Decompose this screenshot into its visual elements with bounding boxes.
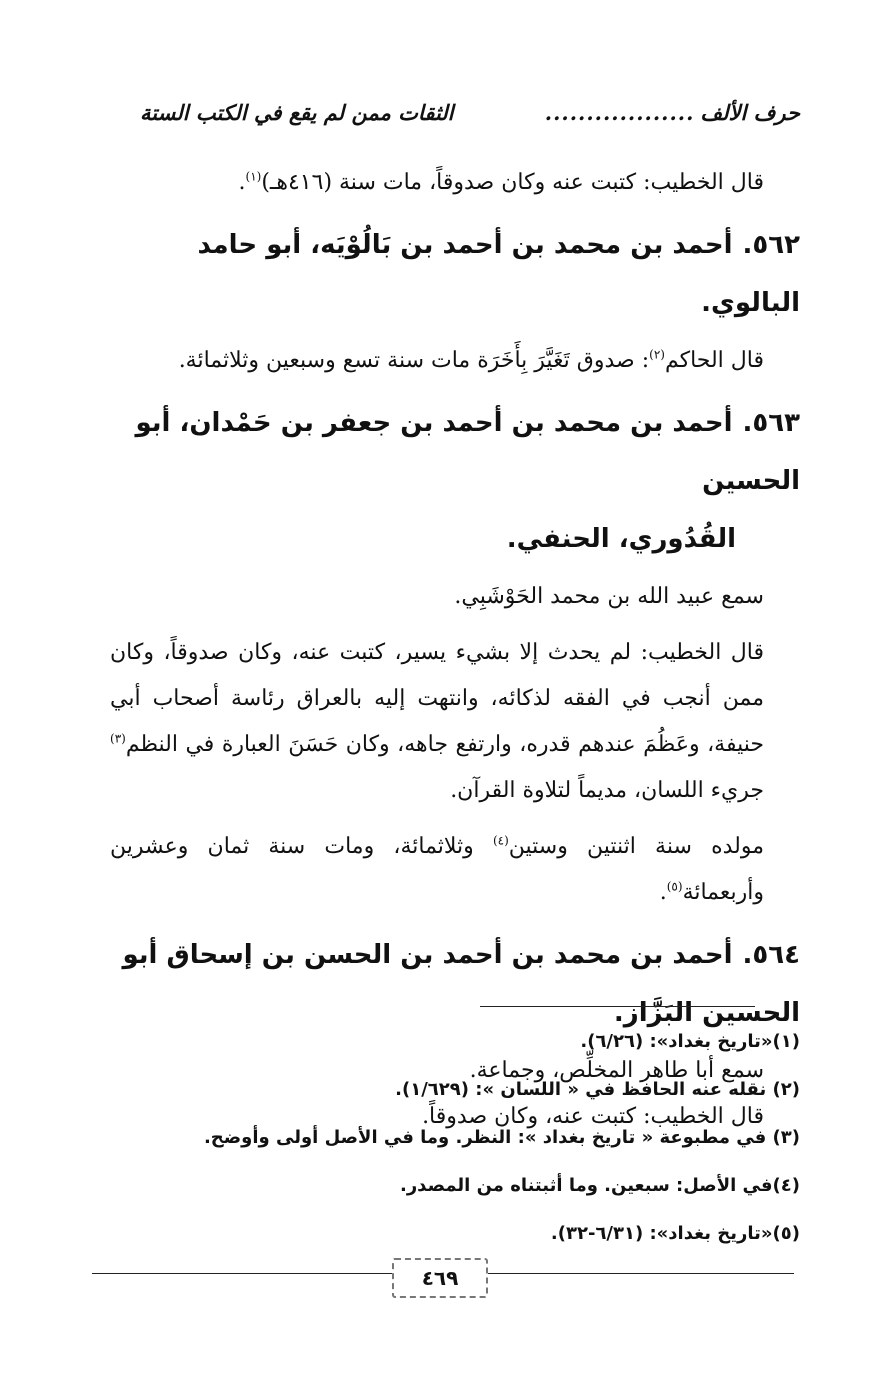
paragraph: قال الخطيب: كتبت عنه، وكان صدوقاً.: [422, 1104, 764, 1129]
footnotes: [110, 1018, 800, 1258]
footnote-ref: (١): [245, 169, 262, 184]
page-number: ٤٦٩: [392, 1258, 488, 1298]
footnote-ref: (٤): [492, 833, 509, 848]
paragraph: مولده سنة اثنتين وستين$^{(٤)}$ وثلاثمائة، ومات سنة ثمان وعشرين وأربعمائة$^{(٥)}$.: [110, 833, 764, 905]
footnote-4: (٤)في الأصل: سبعين. وما أثبتناه من المصدر.: [399, 1175, 800, 1196]
paragraph: سمع عبيد الله بن محمد الحَوْشَبِي.: [454, 584, 764, 609]
entry-number: ٥٦٤.: [742, 940, 800, 970]
footnote-3: (٣) في مطبوعة « تاريخ بغداد »: النظر. وما في الأصل أولى وأوضح.: [203, 1127, 800, 1148]
footnote-1: (١)«تاريخ بغداد»: (٦/٢٦).: [580, 1031, 800, 1052]
header-leader-dots: ..................: [544, 100, 695, 125]
entry-name: أحمد بن محمد بن أحمد بن جعفر بن حَمْدان، أبو الحسين: [135, 408, 800, 496]
running-header: [140, 100, 800, 125]
entry-name: أحمد بن محمد بن أحمد بن الحسن بن إسحاق أبو الحسين البَزَّاز.: [122, 940, 800, 1028]
entry-name: أحمد بن محمد بن أحمد بن بَالُوْيَه، أبو حامد البالوي.: [197, 230, 800, 318]
entry-number: ٥٦٢.: [742, 230, 800, 260]
book-title: الثقات ممن لم يقع في الكتب الستة: [140, 100, 454, 125]
paragraph: سمع أبا طاهر المخلِّص، وجماعة.: [469, 1058, 764, 1083]
biography-entry-563: [110, 394, 800, 568]
entry-number: ٥٦٣.: [742, 408, 800, 438]
paragraph: قال الحاكم$^{(٢)}$: صدوق تَغَيَّرَ بِأَخَرَة مات سنة تسع وسبعين وثلاثمائة.: [178, 347, 764, 373]
entry-name-continuation: القُدُوري، الحنفي.: [506, 524, 736, 554]
footnote-ref: (٣): [110, 731, 126, 746]
footnote-separator: [480, 1006, 755, 1007]
footnote-5: (٥)«تاريخ بغداد»: (٦/٣١-٣٢).: [550, 1223, 800, 1244]
footnote-ref: (٢): [649, 347, 665, 362]
main-text: [110, 160, 800, 1150]
footnote-ref: (٥): [666, 879, 683, 894]
chapter-title: حرف الألف: [700, 100, 800, 125]
footnote-2: (٢) نقله عنه الحافظ في « اللسان »: (١/٦٢٩).: [395, 1079, 800, 1100]
biography-entry-562: [110, 216, 800, 332]
paragraph: قال الخطيب: لم يحدث إلا بشيء يسير، كتبت عنه، وكان صدوقاً، وكان ممن أنجب في الفقه لذكائه، وانتهت إليه بالعراق رئاسة أصحاب أبي حنيفة، وعَظُمَ عندهم قدره، وارتفع جاهه، وكان حَسَنَ العبارة في النظم$^{(٣)}$ جريء اللسان، مديماً لتلاوة القرآن.: [110, 640, 764, 803]
paragraph: قال الخطيب: كتبت عنه وكان صدوقاً، مات سنة (٤١٦هـ)$^{(١)}$.: [238, 169, 764, 195]
